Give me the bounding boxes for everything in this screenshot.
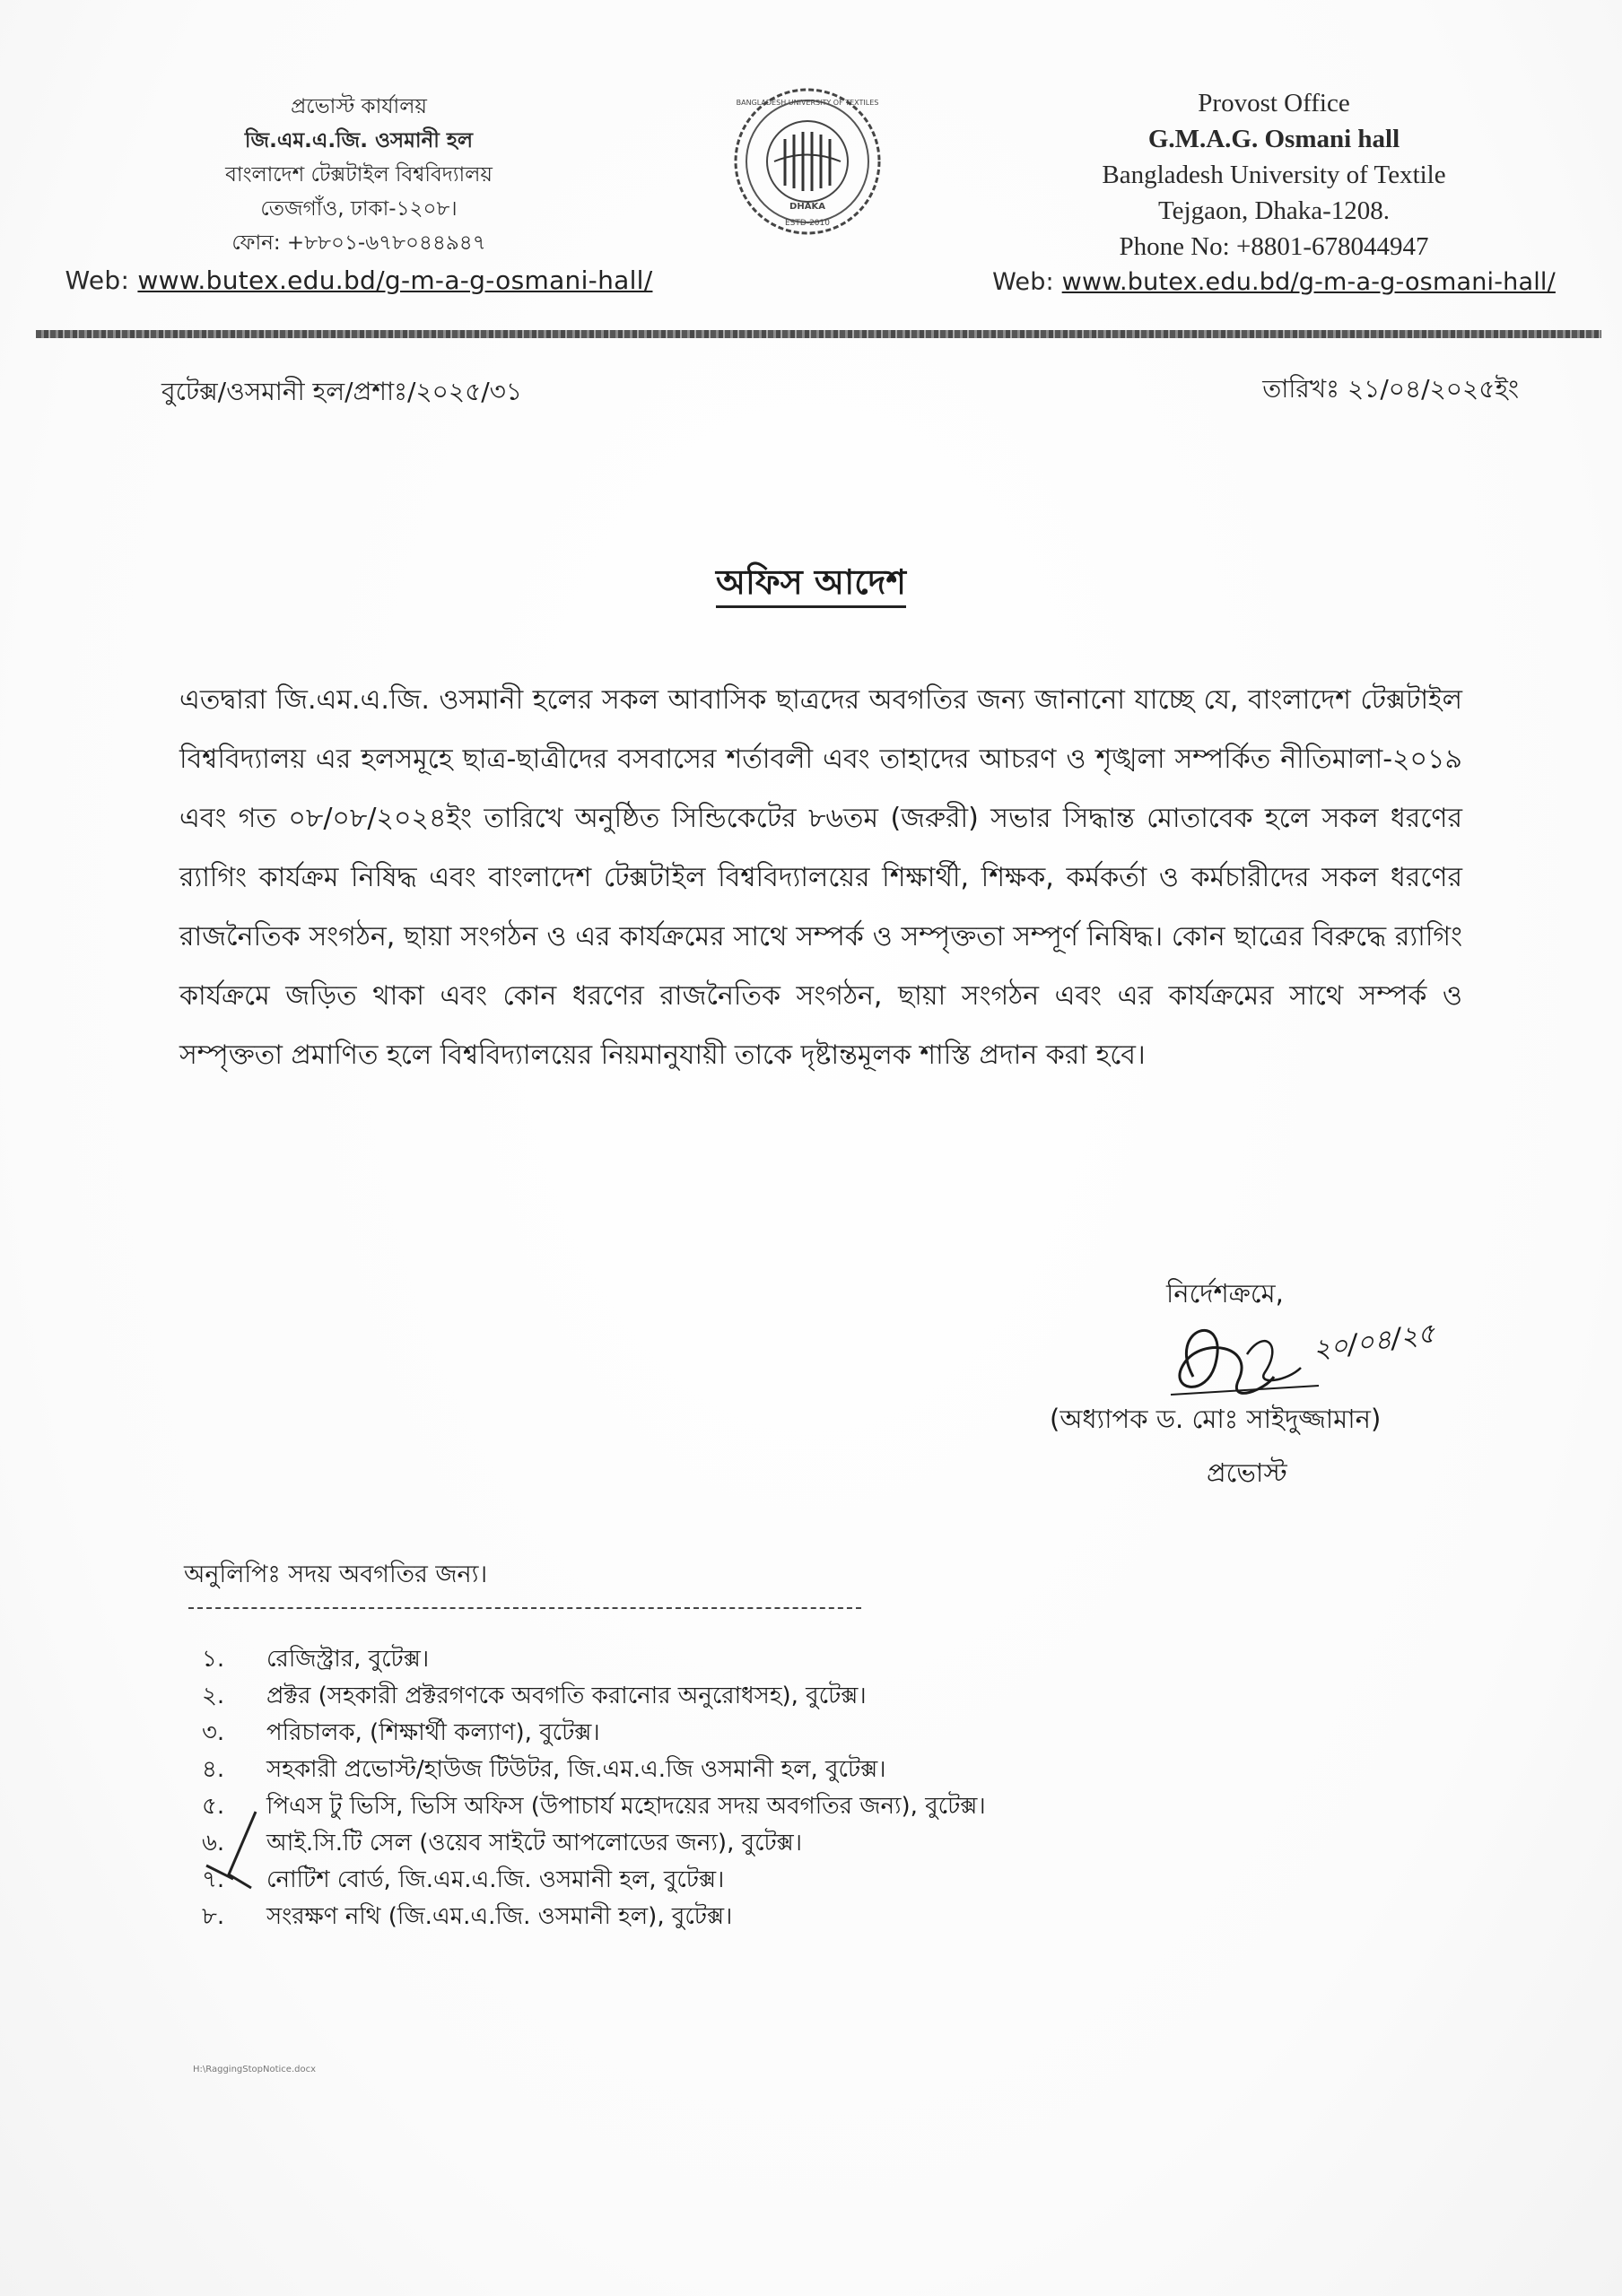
seal-text-est: ESTD-2010 (785, 219, 830, 228)
list-item (202, 1752, 986, 1788)
header-right-web-prefix: Web: (992, 268, 1054, 296)
list-item-text: সহকারী প্রভোস্ট/হাউজ টিউটর, জি.এম.এ.জি ওসমানী হল, বুটেক্স। (266, 1756, 886, 1783)
header-divider (36, 330, 1601, 338)
cc-divider (188, 1607, 861, 1609)
memo-reference: বুটেক্স/ওসমানী হল/প্রশাঃ/২০২৫/৩১ (161, 377, 523, 406)
header-left-office: প্রভোস্ট কার্যালয় (291, 95, 427, 118)
list-item-number: ৬. (202, 1830, 225, 1857)
list-item-text: পিএস টু ভিসি, ভিসি অফিস (উপাচার্য মহোদয়ের সদয় অবগতির জন্য), বুটেক্স। (266, 1793, 986, 1820)
cc-list (202, 1641, 986, 1935)
list-item-number: ১. (202, 1646, 225, 1673)
list-item-number: ৮. (202, 1903, 225, 1930)
header-right-office: Provost Office (1198, 89, 1350, 117)
header-right-phone: Phone No: +8801-678044947 (1119, 232, 1429, 261)
list-item (202, 1899, 986, 1935)
seal-text-mid: DHAKA (789, 202, 825, 212)
header-left-web-link[interactable]: www.butex.edu.bd/g-m-a-g-osmani-hall/ (137, 265, 653, 295)
list-item-text: নোটিশ বোর্ড, জি.এম.এ.জি. ওসমানী হল, বুটেক্স। (266, 1866, 725, 1893)
header-right-english (969, 85, 1579, 300)
header-right-web (969, 265, 1579, 300)
list-item (202, 1862, 986, 1899)
university-seal-icon (731, 85, 884, 238)
signatory-name: (অধ্যাপক ড. মোঃ সাইদুজ্জামান) (1050, 1404, 1382, 1434)
list-item-number: ৭. (202, 1866, 225, 1893)
header-right-web-link[interactable]: www.butex.edu.bd/g-m-a-g-osmani-hall/ (1061, 268, 1556, 296)
header-left-address: তেজগাঁও, ঢাকা-১২০৮। (260, 197, 458, 221)
header-right-university: Bangladesh University of Textile (1102, 161, 1446, 189)
cc-heading: অনুলিপিঃ সদয় অবগতির জন্য। (184, 1561, 488, 1588)
list-item-number: ৩. (202, 1719, 225, 1746)
footer-file-path: H:\RaggingStopNotice.docx (193, 2065, 317, 2074)
header-left-phone: ফোন: +৮৮০১-৬৭৮০৪৪৯৪৭ (231, 231, 486, 255)
list-item-number: ২. (202, 1683, 225, 1709)
list-item-text: প্রক্টর (সহকারী প্রক্টরগণকে অবগতি করানোর অনুরোধসহ), বুটেক্স। (266, 1683, 867, 1709)
list-item-text: রেজিস্ট্রার, বুটেক্স। (266, 1646, 430, 1673)
document-title (0, 556, 1622, 613)
signature-date-text: ২০/০৪/২৫ (1311, 1318, 1437, 1366)
header-right-address: Tejgaon, Dhaka-1208. (1157, 196, 1391, 225)
header-right-hall: G.M.A.G. Osmani hall (1147, 125, 1400, 153)
list-item-text: পরিচালক, (শিক্ষার্থী কল্যাণ), বুটেক্স। (266, 1719, 600, 1746)
signature-directive: নির্দেশক্রমে, (1166, 1278, 1284, 1309)
seal-text-top: BANGLADESH UNIVERSITY OF TEXTILES (736, 99, 879, 107)
list-item (202, 1715, 986, 1752)
memo-date: তারিখঃ ২১/০৪/২০২৫ইং (1262, 374, 1519, 404)
list-item (202, 1788, 986, 1825)
document-title-text: অফিস আদেশ (716, 562, 906, 608)
header-left-web (63, 264, 655, 298)
header-left-university: বাংলাদেশ টেক্সটাইল বিশ্ববিদ্যালয় (225, 163, 493, 187)
signatory-designation: প্রভোস্ট (1207, 1457, 1287, 1488)
header-left-web-prefix: Web: (65, 265, 130, 295)
list-item-number: ৫. (202, 1793, 225, 1820)
handwritten-tick-icon (202, 1794, 310, 1892)
body-paragraph: এতদ্বারা জি.এম.এ.জি. ওসমানী হলের সকল আবাসিক ছাত্রদের অবগতির জন্য জানানো যাচ্ছে যে, বাংলাদেশ টেক্সটাইল বিশ্ববিদ্যালয় এর হলসমূহে ছাত্র-ছাত্রীদের বসবাসের শর্তাবলী এবং তাহাদের আচরণ ও শৃঙ্খলা সম্পর্কিত নীতিমালা-২০১৯ এবং গত ০৮/০৮/২০২৪ইং তারিখে অনুষ্ঠিত সিন্ডিকেটের ৮৬তম (জরুরী) সভার সিদ্ধান্ত মোতাবেক হলে সকল ধরণের র‍্যাগিং কার্যক্রম নিষিদ্ধ এবং বাংলাদেশ টেক্সটাইল বিশ্ববিদ্যালয়ের শিক্ষার্থী, শিক্ষক, কর্মকর্তা ও কর্মচারীদের সকল ধরণের রাজনৈতিক সংগঠন, ছায়া সংগঠন ও এর কার্যক্রমের সাথে সম্পর্ক ও সম্পৃক্ততা সম্পূর্ণ নিষিদ্ধ। কোন ছাত্রের বিরুদ্ধে র‍্যাগিং কার্যক্রমে জড়িত থাকা এবং কোন ধরণের রাজনৈতিক সংগঠন, ছায়া সংগঠন এবং এর কার্যক্রমের সাথে সম্পর্ক ও সম্পৃক্ততা প্রমাণিত হলে বিশ্ববিদ্যালয়ের নিয়মানুযায়ী তাকে দৃষ্টান্তমূলক শাস্তি প্রদান করা হবে। (179, 684, 1462, 1071)
header-left-hall: জি.এম.এ.জি. ওসমানী হল (244, 129, 474, 152)
list-item (202, 1641, 986, 1678)
list-item-text: আই.সি.টি সেল (ওয়েব সাইটে আপলোডের জন্য), বুটেক্স। (266, 1830, 803, 1857)
list-item-text: সংরক্ষণ নথি (জি.এম.এ.জি. ওসমানী হল), বুটেক্স। (266, 1903, 733, 1930)
header-left-bangla (63, 90, 655, 298)
list-item-number: ৪. (202, 1756, 225, 1783)
list-item (202, 1678, 986, 1715)
list-item (202, 1825, 986, 1862)
